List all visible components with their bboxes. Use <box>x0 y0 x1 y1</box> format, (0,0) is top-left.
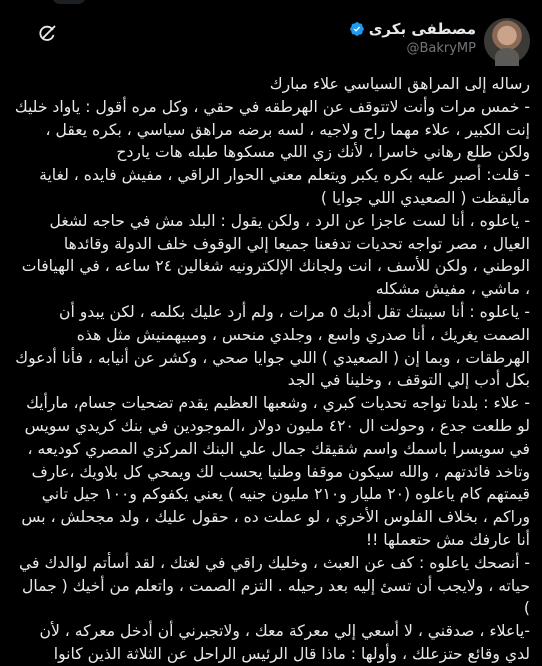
grok-icon <box>37 24 57 44</box>
post-header <box>0 0 542 68</box>
author-avatar[interactable] <box>484 18 530 64</box>
author-info[interactable] <box>349 19 476 58</box>
post-text: رساله إلى المراهق السياسي علاء مبارك - خمس مرات وأنت لاتتوقف عن الهرطقه في حقي ، وكل مره أقول : ياواد خليك إنت الكبير ، علاء مهما راح ولاجيه ، لسه برضه مراهق سياسي ، بكره يعقل ، ولكن طلع رهاني خاسرا ، لأنك زي اللي مسكوها طبله هات ياردح - قلت: أصبر عليه بكره يكبر ويتعلم معني الحوار الراقي ، مفيش فايده ، لغاية مأليقظت ( الصعيدي اللي جوايا ) - ياعلوه ، أنا لست عاجزا عن الرد ، ولكن يقول : البلد مش في حاجه لشغل العيال ، مصر تواجه تحديات تدفعنا جميعا إلي الوقوف خلف الدولة وقائدها الوطني ، ولكن للأسف ، انت ولجانك الإلكترونيه شغالين ٢٤ ساعه ، في الهيافات ، ماشي ، مفيش مشكله - ياعلوه : أنا سيبتك تقل أدبك ٥ مرات ، ولم أرد عليك بكلمه ، لكن يبدو أن الصمت يغريك ، أنا صدري واسع ، وجلدي منحس ، ومبيهمنيش مثل هذه الهرطقات ، وبما إن ( الصعيدي ) اللي جوايا صحي ، وكشر عن أنيابه ، فأنا أدعوك بكل أدب إلي التوقف ، وخلينا في الجد - علاء : بلدنا تواجه تحديات كبري ، وشعبها العظيم يقدم تضحيات جسام، مارأيك لو طلعت جدع ، وحولت ال ٤٢٠ مليون دولار ،الموجودين في بنك كريدي سويس في سويسرا باسمك واسم شقيقك جمال علي البنك المركزي المصري كوديعه ، وتاخد فائدتهم ، والله سيكون موقفا وطنيا يحسب لك ويمحي كل بلاويك ،عارف قيمتهم كام ياعلوه (٢٠ مليار و٢١٠ مليون جنيه ) يعني يكفوكم و١٠٠ جيل تاني وراكم ، بخلاف الفلوس الأخري ، لو عملت ده ، حقول عليك ، ولد مجحلش ، بس أنا عارفك مش حتعملها !! - أنصحك ياعلوه : كف عن العبث ، وخليك راقي في لغتك ، لقد أسأتم لوالدك في حياته ، ولايجب أن تسئ إليه بعد رحيله . التزم الصمت ، واتعلم من أخيك ( جمال ) -ياعلاء ، صدقني ، لا أسعي إلي معركة معك ، ولاتجبرني أن أدخل معركه ، لأن لدي وقائع حتزعلك ، وأولها : ماذا قال الرئيس الراحل عن الثلاثة الذين كانوا <box>14 75 530 663</box>
author-display-name[interactable]: مصطفى بكرى <box>368 20 476 38</box>
author-handle[interactable]: @BakryMP <box>406 41 476 56</box>
grok-button[interactable] <box>36 23 58 45</box>
verified-badge-icon <box>349 21 365 37</box>
author-name-row <box>349 19 476 39</box>
